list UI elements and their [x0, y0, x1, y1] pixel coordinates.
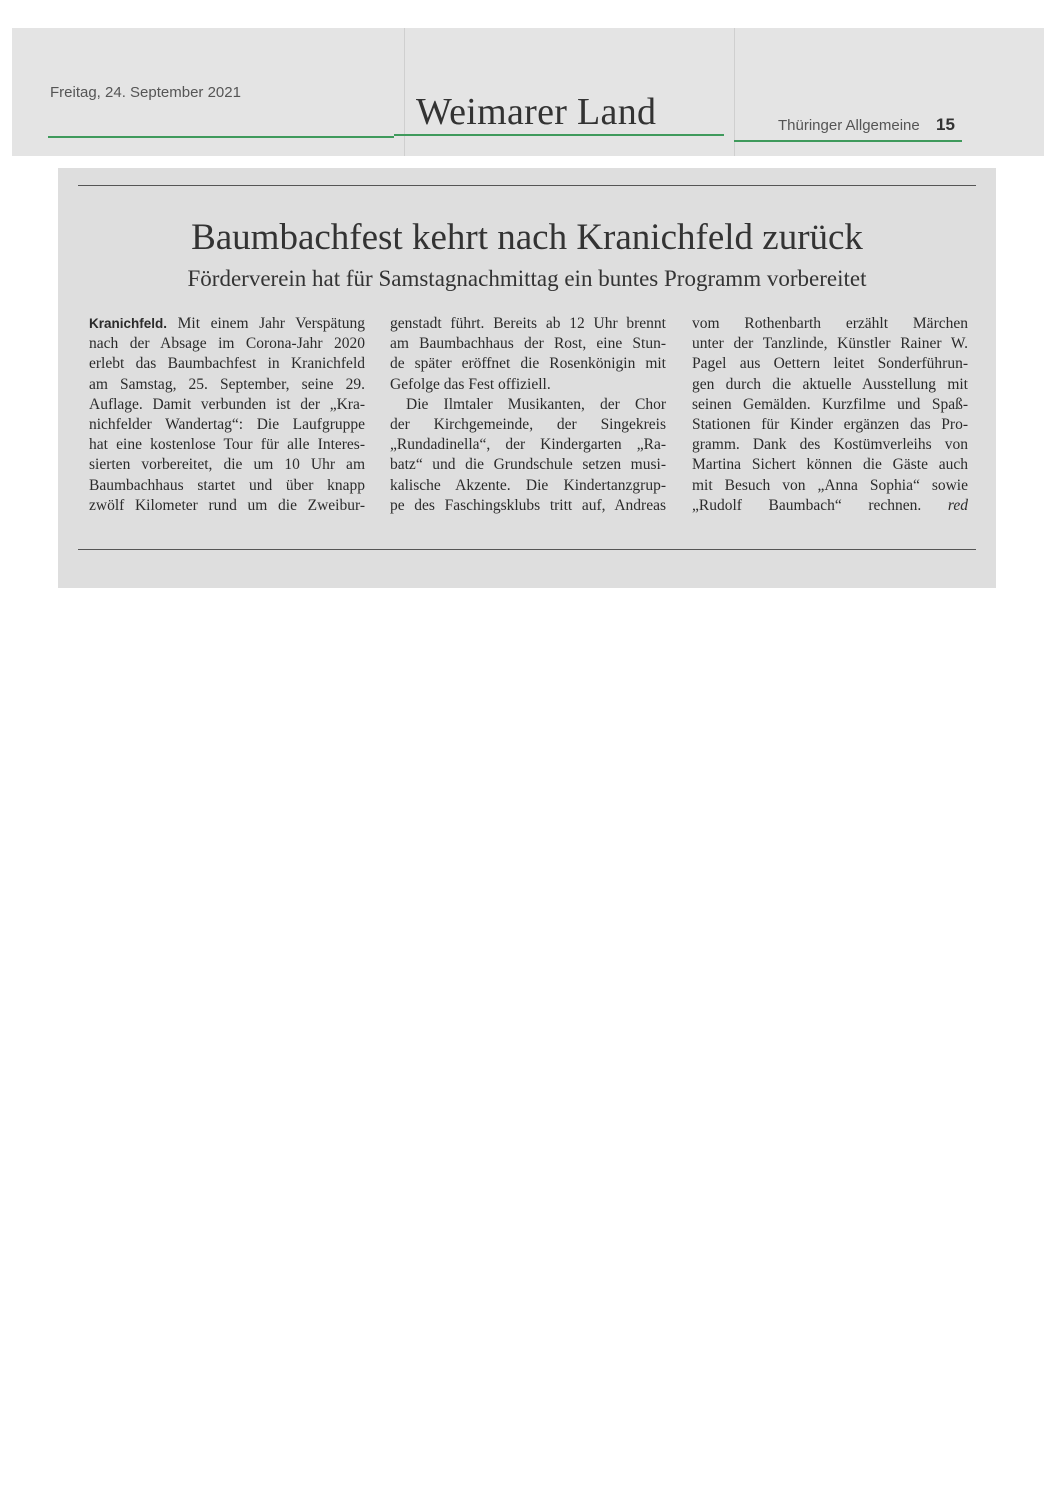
masthead-rule	[734, 140, 962, 142]
text-line: seinen Gemälden. Kurzfilme und Spaß-	[692, 395, 968, 413]
text-line: Martina Sichert können die Gäste auch	[692, 456, 968, 474]
article-column-3	[692, 314, 968, 516]
text-line: nichfelder Wandertag“: Die Laufgruppe	[89, 416, 365, 434]
masthead-rule	[48, 136, 394, 138]
text-line: pe des Faschingsklubs tritt auf, Andreas	[390, 496, 666, 514]
article-clipping	[58, 168, 996, 588]
section-title: Weimarer Land	[416, 91, 657, 133]
text-line: Die Ilmtaler Musikanten, der Chor	[406, 395, 666, 413]
dateline: Kranichfeld.	[89, 316, 168, 331]
paper-seam	[404, 28, 405, 156]
text-line: der Kirchgemeinde, der Singekreis	[390, 416, 666, 434]
text-line: Stationen für Kinder ergänzen das Pro-	[692, 416, 968, 434]
text-line: vom Rothenbarth erzählt Märchen	[692, 315, 968, 332]
text-line: erlebt das Baumbachfest in Kranichfeld	[89, 355, 365, 373]
text-line: gen durch die aktuelle Ausstellung mit	[692, 375, 968, 393]
article-subheadline: Förderverein hat für Samstagnachmittag ein buntes Programm vorbereitet	[187, 266, 867, 291]
text-line: mit Besuch von „Anna Sophia“ sowie	[692, 476, 968, 494]
text-line: „Rundadinella“, der Kindergarten „Ra-	[390, 436, 666, 454]
text-line: de später eröffnet die Rosenkönigin mit	[390, 355, 666, 373]
text-line: kalische Akzente. Die Kindertanzgrup-	[390, 476, 666, 494]
article-headline: Baumbachfest kehrt nach Kranichfeld zurück	[191, 217, 863, 258]
text-line: hat eine kostenlose Tour für alle Interes-	[89, 436, 365, 454]
text-line: genstadt führt. Bereits ab 12 Uhr brennt	[390, 315, 666, 332]
paper-seam	[734, 28, 735, 156]
article-bottom-rule	[78, 549, 976, 550]
text-line: batz“ und die Grundschule setzen musi-	[390, 456, 666, 474]
text-line: Kranichfeld. Mit einem Jahr Verspätung	[89, 315, 365, 332]
author-signoff: red	[947, 496, 968, 514]
text-line: Gefolge das Fest offiziell.	[390, 375, 551, 393]
text-line: unter der Tanzlinde, Künstler Rainer W.	[692, 335, 968, 353]
article-column-2	[390, 314, 666, 516]
text-line: Auflage. Damit verbunden ist der „Kra-	[89, 395, 365, 413]
text-line: zwölf Kilometer rund um die Zweibur-	[89, 496, 365, 514]
text-line: Pagel aus Oettern leitet Sonderführun-	[692, 355, 968, 373]
text-line: Baumbachhaus startet und über knapp	[89, 476, 365, 494]
article-column-1	[89, 314, 365, 516]
text-line: sierten vorbereitet, die um 10 Uhr am	[89, 456, 365, 474]
newspaper-name: Thüringer Allgemeine	[778, 117, 920, 134]
text-line: gramm. Dank des Kostümverleihs von	[692, 436, 968, 454]
page-number: 15	[936, 115, 955, 134]
issue-date: Freitag, 24. September 2021	[50, 84, 241, 101]
text-line: „Rudolf Baumbach“ rechnen. red	[692, 496, 968, 514]
text-line: am Samstag, 25. September, seine 29.	[89, 375, 365, 393]
masthead-rule	[394, 134, 724, 136]
text-line: nach der Absage im Corona-Jahr 2020	[89, 335, 365, 353]
article-top-rule	[78, 185, 976, 186]
text-line: am Baumbachhaus der Rost, eine Stun-	[390, 335, 666, 353]
